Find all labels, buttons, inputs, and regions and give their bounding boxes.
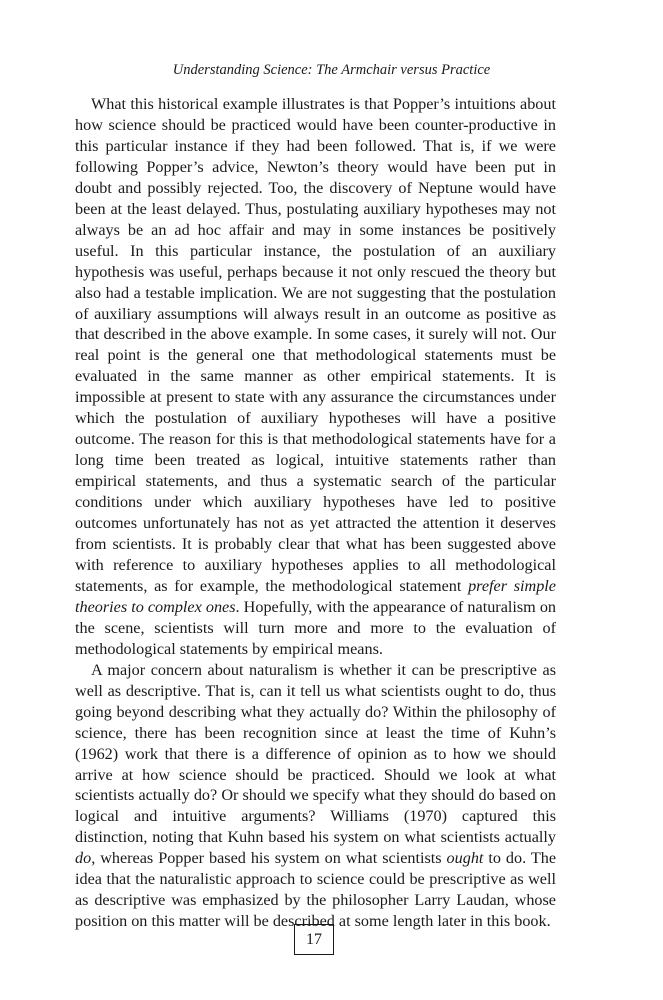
page-number: 17 <box>294 924 334 955</box>
text-segment: What this historical example illustrates is that Popper’s intuitions about how science should be practiced would have been counter-productive in this particular instance if they had been followed. That is, if we were following Popper’s advice, Newton’s theory would have been put in doubt and possibly rejected. Too, the discovery of Neptune would have been at the least delayed. Thus, postulating auxiliary hypotheses may not always be an ad hoc affair and may in some instances be positively useful. In this particular instance, the postulation of an auxiliary hypothesis was useful, perhaps because it not only rescued the theory but also had a testable implication. We are not suggesting that the postulation of auxiliary assumptions will always result in an outcome as positive as that described in the above example. In some cases, it surely will not. Our real point is the general one that methodological statements must be evaluated in the same manner as other empirical statements. It is impossible at present to state with any assurance the circumstances under which the postulation of auxiliary hypotheses will have a positive outcome. The reason for this is that methodological statements have for a long time been treated as logical, intuitive statements rather than empirical statements, and thus a systematic search of the particular conditions under which auxiliary hypotheses have led to positive outcomes unfortunately has not as yet attracted the attention it deserves from scientists. It is probably clear that what has been suggested above with reference to auxiliary hypotheses applies to all methodological statements, as for example, the methodological statement <box>75 95 556 595</box>
italic-word: ought <box>446 849 484 868</box>
italic-phrase: prefer simple theories to complex ones <box>75 576 556 616</box>
italic-word: do <box>75 849 92 868</box>
paragraph <box>75 94 556 660</box>
paragraph <box>75 660 556 932</box>
body-text <box>75 94 556 932</box>
text-segment: , whereas Popper based his system on what scientists <box>91 849 447 868</box>
text-segment: . Hopefully, with the appearance of naturalism on the scene, scientists will turn more and more to the evaluation of methodological statements by empirical means. <box>75 597 557 658</box>
running-header: Understanding Science: The Armchair versus Practice <box>172 62 491 78</box>
text-segment: A major concern about naturalism is whether it can be prescriptive as well as descriptive. That is, can it tell us what scientists ought to do, thus going beyond describing what they actually do? Within the philosophy of science, there has been recognition since at least the time of Kuhn’s (1962) work that there is a difference of opinion as to how we should arrive at how science should be practiced. Should we look at what scientists actually do? Or should we specify what they should do based on logical and intuitive arguments? Williams (1970) captured this distinction, noting that Kuhn based his system on what scientists actually <box>75 660 556 847</box>
text-segment: to do. The idea that the naturalistic approach to science could be prescriptive as well as descriptive was emphasized by the philosopher Larry Laudan, whose position on this matter will be described at some length later in this book. <box>75 849 557 931</box>
